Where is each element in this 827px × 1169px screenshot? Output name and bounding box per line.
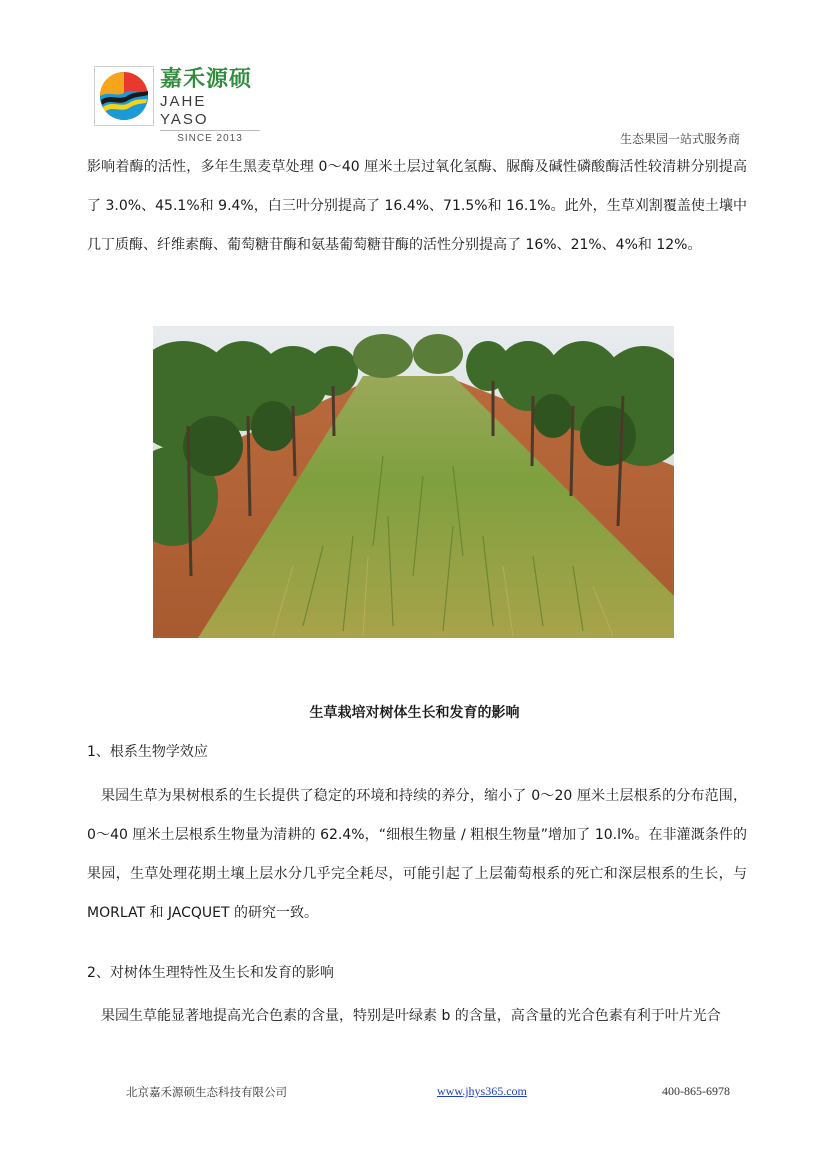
logo-since: SINCE 2013 <box>160 130 260 146</box>
footer-phone: 400-865-6978 <box>662 1084 730 1098</box>
orchard-grass-photo <box>153 326 674 638</box>
footer-company: 北京嘉禾源硕生态科技有限公司 <box>126 1085 287 1099</box>
section-title: 生草栽培对树体生长和发育的影响 <box>309 705 520 721</box>
logo-english-name: JAHE YASO <box>160 93 209 128</box>
subhead-root-effects: 1、根系生物学效应 <box>87 744 208 760</box>
intro-paragraph: 影响着酶的活性，多年生黑麦草处理 0～40 厘米土层过氧化氢酶、脲酶及碱性磷酸酶活性较清耕分别提高了 3.0%、45.1%和 9.4%，白三叶分别提高了 16.4%、71.5%和 16.1%。此外，生草刈割覆盖使土壤中几丁质酶、纤维素酶、葡萄糖苷酶和氨基葡萄糖苷酶的活性分别提高了 16%、21%、4%和 12%。 <box>87 159 747 253</box>
subhead-physiology: 2、对树体生理特性及生长和发育的影响 <box>87 965 334 981</box>
paragraph-physiology: 果园生草能显著地提高光合色素的含量，特别是叶绿素 b 的含量，高含量的光合色素有利于叶片光合 <box>101 1008 721 1024</box>
logo-chinese-name: 嘉禾源硕 <box>160 66 253 92</box>
logo-emblem-icon <box>94 66 154 126</box>
footer-website-link[interactable]: www.jhys365.com <box>437 1084 527 1098</box>
header-tagline: 生态果园一站式服务商 <box>619 132 740 146</box>
company-logo <box>94 66 260 144</box>
paragraph-root-effects: 果园生草为果树根系的生长提供了稳定的环境和持续的养分，缩小了 0～20 厘米土层根系的分布范围，0～40 厘米土层根系生物量为清耕的 62.4%，“细根生物量 / 粗根生物量”增加了 10.l%。在非灌溉条件的果园，生草处理花期土壤上层水分几乎完全耗尽，可能引起了上层葡萄根系的死亡和深层根系的生长，与 MORLAT 和 JACQUET 的研究一致。 <box>87 788 747 921</box>
page-footer <box>0 1084 827 1102</box>
